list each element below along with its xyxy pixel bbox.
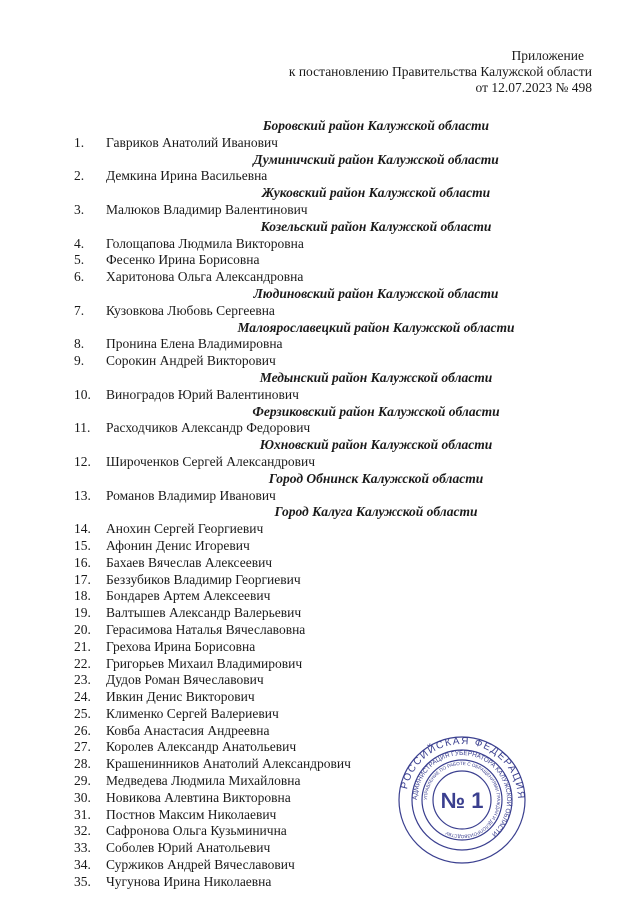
person-name: Бахаев Вячеслав Алексеевич: [106, 554, 273, 570]
person-name: Беззубиков Владимир Георгиевич: [106, 571, 301, 587]
district-heading: Юхновский район Калужской области: [259, 437, 493, 453]
list-item: [62, 488, 562, 505]
person-name: Грехова Ирина Борисовна: [106, 638, 256, 654]
list-item: [62, 622, 562, 639]
person-name: Крашенинников Анатолий Александрович: [106, 756, 351, 772]
person-name: Клименко Сергей Валериевич: [106, 705, 279, 721]
district-heading: Козельский район Калужской области: [260, 218, 492, 234]
list-item: [62, 572, 562, 589]
person-name: Бондарев Артем Алексеевич: [106, 588, 271, 604]
list-item: [62, 236, 562, 253]
person-name: Суржиков Андрей Вячеславович: [106, 857, 295, 873]
item-number: 15.: [74, 537, 91, 553]
list-item: [62, 387, 562, 404]
list-item: [62, 639, 562, 656]
list-item: [62, 336, 562, 353]
item-number: 23.: [74, 672, 91, 688]
list-item: [62, 353, 562, 370]
item-number: 27.: [74, 739, 91, 755]
list-item: [62, 538, 562, 555]
person-name: Малюков Владимир Валентинович: [106, 201, 308, 217]
district-heading: Жуковский район Калужской области: [261, 185, 491, 201]
person-name: Романов Владимир Иванович: [106, 487, 276, 503]
district-heading: Малоярославецкий район Калужской области: [237, 319, 515, 335]
item-number: 26.: [74, 722, 91, 738]
district-heading: Город Калуга Калужской области: [274, 504, 478, 520]
person-name: Анохин Сергей Георгиевич: [106, 521, 264, 537]
person-name: Медведева Людмила Михайловна: [106, 773, 301, 789]
district-heading: Боровский район Калужской области: [262, 118, 490, 133]
person-name: Афонин Денис Игоревич: [106, 537, 250, 553]
item-number: 2.: [74, 168, 85, 184]
list-item: [62, 202, 562, 219]
item-number: 6.: [74, 269, 85, 285]
person-name: Григорьев Михаил Владимирович: [106, 655, 303, 671]
item-number: 8.: [74, 336, 85, 352]
item-number: 16.: [74, 554, 91, 570]
person-name: Фесенко Ирина Борисовна: [106, 252, 260, 268]
list-item: [62, 521, 562, 538]
seal-inner-text: УПРАВЛЕНИЕ ПО РАБОТЕ С ОБРАЩЕНИЯМИ ГРАЖДАН И ДЕЛОПРОИЗВОДСТВУ: [422, 760, 502, 840]
person-name: Демкина Ирина Васильевна: [106, 168, 268, 184]
seal-outer-text: РОССИЙСКАЯ ФЕДЕРАЦИЯ: [399, 735, 527, 801]
person-name: Герасимова Наталья Вячеславовна: [106, 621, 306, 637]
district-heading: Город Обнинск Калужской области: [268, 470, 484, 486]
person-name: Новикова Алевтина Викторовна: [106, 789, 291, 805]
list-item: [62, 135, 562, 152]
item-number: 35.: [74, 873, 91, 889]
list-item: [62, 656, 562, 673]
item-number: 28.: [74, 756, 91, 772]
item-number: 30.: [74, 789, 91, 805]
list-item: [62, 689, 562, 706]
person-name: Дудов Роман Вячеславович: [106, 672, 264, 688]
person-name: Широченков Сергей Александрович: [106, 453, 316, 469]
list-item: [62, 252, 562, 269]
item-number: 18.: [74, 588, 91, 604]
item-number: 9.: [74, 353, 85, 369]
resolution-date-number: от 12.07.2023 № 498: [475, 80, 592, 95]
appendix-label: Приложение: [511, 48, 584, 63]
item-number: 11.: [74, 420, 91, 436]
list-item: [62, 605, 562, 622]
person-name: Валтышев Александр Валерьевич: [106, 605, 302, 621]
item-number: 34.: [74, 857, 91, 873]
list-item: [62, 672, 562, 689]
person-name: Сафронова Ольга Кузьминична: [106, 823, 287, 839]
item-number: 4.: [74, 235, 85, 251]
item-number: 5.: [74, 252, 85, 268]
person-name: Постнов Максим Николаевич: [106, 806, 277, 822]
list-item: [62, 555, 562, 572]
item-number: 33.: [74, 840, 91, 856]
item-number: 12.: [74, 453, 91, 469]
seal-number: № 1: [440, 788, 484, 813]
item-number: 17.: [74, 571, 91, 587]
item-number: 10.: [74, 386, 91, 402]
person-name: Ковба Анастасия Андреевна: [106, 722, 270, 738]
person-name: Соболев Юрий Анатольевич: [106, 840, 271, 856]
item-number: 3.: [74, 201, 85, 217]
person-name: Виноградов Юрий Валентинович: [106, 386, 299, 402]
person-name: Чугунова Ирина Николаевна: [106, 873, 272, 889]
item-number: 21.: [74, 638, 91, 654]
list-item: [62, 706, 562, 723]
item-number: 7.: [74, 302, 85, 318]
item-number: 31.: [74, 806, 91, 822]
person-name: Расходчиков Александр Федорович: [106, 420, 311, 436]
item-number: 19.: [74, 605, 91, 621]
list-item: [62, 420, 562, 437]
item-number: 20.: [74, 621, 91, 637]
person-name: Королев Александр Анатольевич: [106, 739, 297, 755]
list-item: [62, 269, 562, 286]
item-number: 25.: [74, 705, 91, 721]
district-heading: Медынский район Калужской области: [259, 369, 493, 385]
person-name: Пронина Елена Владимировна: [106, 336, 283, 352]
document-header: [232, 48, 592, 96]
seal-middle-text: АДМИНИСТРАЦИЯ ГУБЕРНАТОРА КАЛУЖСКОЙ ОБЛАСТИ: [411, 749, 513, 838]
list-item: [62, 874, 562, 891]
person-name: Ивкин Денис Викторович: [106, 689, 255, 705]
district-heading: Думиничский район Калужской области: [253, 151, 499, 167]
person-name: Гавриков Анатолий Иванович: [106, 134, 278, 150]
resolution-reference: к постановлению Правительства Калужской области: [288, 64, 592, 79]
item-number: 32.: [74, 823, 91, 839]
person-name: Сорокин Андрей Викторович: [106, 353, 276, 369]
item-number: 13.: [74, 487, 91, 503]
item-number: 14.: [74, 521, 91, 537]
item-number: 29.: [74, 773, 91, 789]
official-seal: [397, 735, 527, 865]
list-item: [62, 303, 562, 320]
list-item: [62, 168, 562, 185]
person-name: Харитонова Ольга Александровна: [106, 269, 304, 285]
person-name: Голощапова Людмила Викторовна: [106, 235, 304, 251]
list-item: [62, 454, 562, 471]
district-heading: Ферзиковский район Калужской области: [252, 403, 500, 419]
item-number: 22.: [74, 655, 91, 671]
list-item: [62, 588, 562, 605]
item-number: 24.: [74, 689, 91, 705]
district-heading: Людиновский район Калужской области: [253, 285, 499, 301]
person-name: Кузовкова Любовь Сергеевна: [106, 302, 275, 318]
item-number: 1.: [74, 134, 85, 150]
